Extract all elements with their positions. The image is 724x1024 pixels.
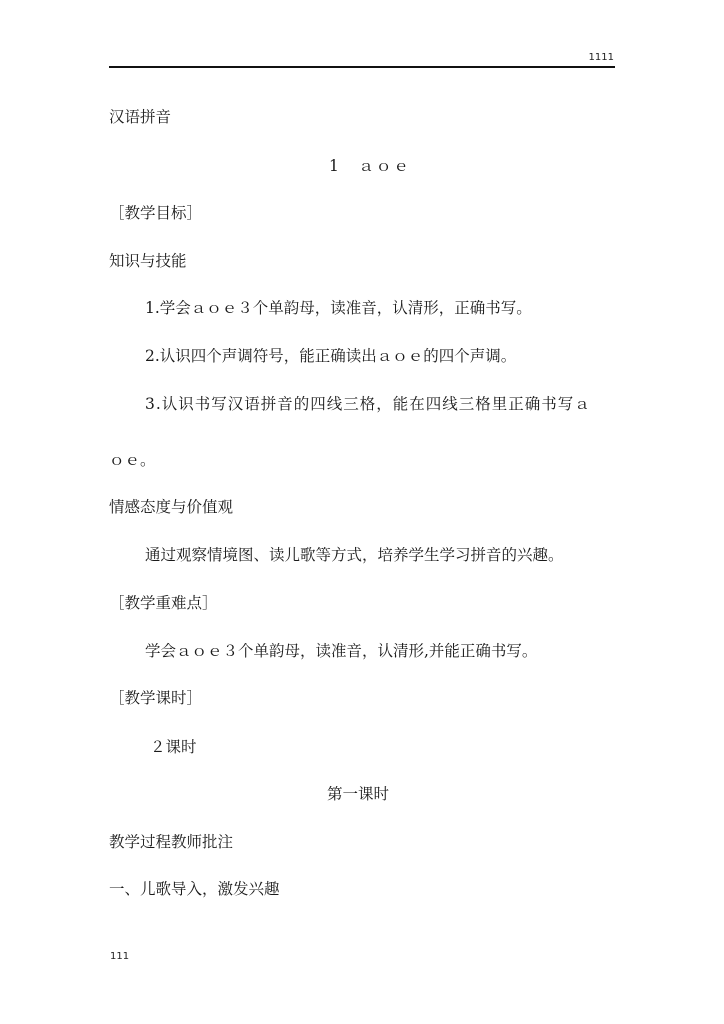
page-header-number: 1111 — [588, 52, 614, 63]
lesson-title: 1 ａｏｅ — [329, 157, 411, 175]
knowledge-heading: 知识与技能 — [109, 252, 187, 270]
process-heading: 教学过程教师批注 — [109, 833, 234, 851]
knowledge-item-2: 2.认识四个声调符号，能正确读出ａｏｅ的四个声调。 — [145, 347, 517, 365]
key-points-text: 学会ａｏｅ３个单韵母，读准音，认清形,并能正确书写。 — [145, 642, 538, 660]
header-rule — [109, 66, 615, 68]
section-title: 汉语拼音 — [109, 108, 172, 126]
knowledge-item-3-continued: ｏｅ。 — [109, 451, 156, 469]
key-points-heading: ［教学重难点］ — [109, 594, 218, 612]
periods-heading: ［教学课时］ — [109, 689, 203, 707]
objectives-heading: ［教学目标］ — [109, 204, 203, 222]
page-footer-number: 111 — [110, 951, 130, 962]
step-one-heading: 一、儿歌导入，激发兴趣 — [109, 880, 280, 898]
periods-text: ２课时 — [150, 738, 197, 756]
attitude-text: 通过观察情境图、读儿歌等方式，培养学生学习拼音的兴趣。 — [145, 546, 564, 564]
attitude-heading: 情感态度与价值观 — [109, 498, 234, 516]
first-period-title: 第一课时 — [327, 785, 390, 803]
knowledge-item-3: 3.认识书写汉语拼音的四线三格，能在四线三格里正确书写ａ — [145, 395, 591, 413]
knowledge-item-1: 1.学会ａｏｅ３个单韵母，读准音，认清形，正确书写。 — [145, 299, 532, 317]
